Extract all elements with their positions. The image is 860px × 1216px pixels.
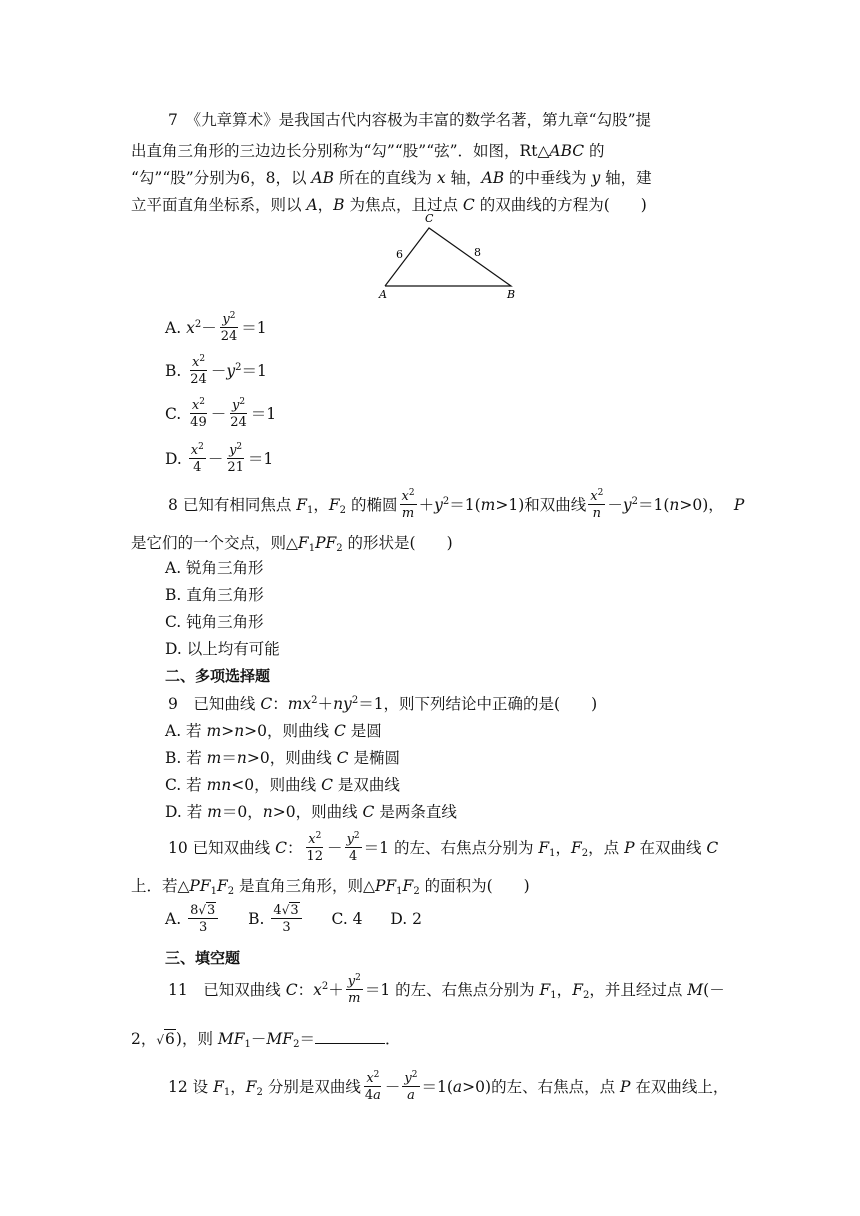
triangle-figure — [370, 210, 530, 305]
q7-line2: 出直角三角形的三边边长分别称为“勾”“股”“弦”．如图，Rt△ABC 的 — [131, 142, 605, 160]
q9-number: 9 — [168, 695, 178, 713]
q11-line1: 11 已知双曲线 C：$x^2+$ $\frac{y^2}{m}$ ＝1 的左、右焦点分别为 $F_1$，$F_2$，并且经过点 M(－ — [168, 973, 725, 1006]
q9-option-a: A. 若 m>n>0，则曲线 C 是圆 — [165, 722, 382, 740]
q10-option-a: A. $\frac{8√3}{3}$ — [165, 910, 220, 928]
q8-line2: 是它们的一个交点，则$\triangle F_1PF_2$ 的形状是( ) — [131, 534, 453, 554]
q8-line1: 8 已知有相同焦点 $F_1$，$F_2$ 的椭圆 $\frac{x^2}{m}$ $+y^2=1(m>1)$和双曲线 $\frac{x^2}{n}$ $-y^2=1(n>0)$， P — [168, 488, 745, 521]
vertex-label-b: B — [507, 288, 516, 301]
q8-option-d: D. 以上均有可能 — [165, 640, 280, 658]
q8-number: 8 — [168, 496, 178, 514]
q7-option-d: D. $\frac{x^2}{4}$ － $\frac{y^2}{21}$ ＝1 — [165, 442, 274, 475]
q10-line2: 上．若$\triangle PF_1F_2$ 是直角三角形，则$\triangle PF_1F_2$ 的面积为( ) — [131, 877, 530, 897]
q9-option-b: B. 若 m＝n>0，则曲线 C 是椭圆 — [165, 749, 400, 767]
q7-option-c: C. $\frac{x^2}{49}$ － $\frac{y^2}{24}$ ＝1 — [165, 397, 277, 430]
q10-options — [165, 902, 422, 936]
section-heading-fill-in: 三、填空题 — [165, 949, 241, 967]
q10-line1: 10 已知双曲线 C： $\frac{x^2}{12}$ － $\frac{y^2}{4}$ ＝1 的左、右焦点分别为 $F_1$，$F_2$，点 P 在双曲线 C — [168, 831, 719, 864]
q11-line2: 2，√6)，则 $MF_1-MF_2=$ ． — [131, 1030, 401, 1050]
q7-option-b: B. $\frac{x^2}{24}$ $-y^2=1$ — [165, 354, 267, 387]
q7-line1: 7 《九章算术》是我国古代内容极为丰富的数学名著，第九章“勾股”提 — [168, 111, 651, 129]
q10-option-b: B. $\frac{4√3}{3}$ — [248, 910, 303, 928]
q8-option-c: C. 钝角三角形 — [165, 613, 264, 631]
q12-number: 12 — [168, 1078, 188, 1096]
q11-number: 11 — [168, 981, 188, 999]
vertex-label-a: A — [379, 288, 387, 301]
q10-option-c: C. 4 — [331, 910, 363, 928]
q7-line3: “勾”“股”分别为6，8，以 AB 所在的直线为 x 轴，AB 的中垂线为 y 轴，建 — [131, 169, 652, 187]
q12-line1: 12 设 $F_1$，$F_2$ 分别是双曲线 $\frac{x^2}{4a}$ － $\frac{y^2}{a}$ ＝1(a>0)的左、右焦点，点 P 在双曲线上， — [168, 1070, 729, 1103]
q8-option-a: A. 锐角三角形 — [165, 559, 264, 577]
q7-number: 7 — [168, 111, 178, 129]
side-label-ac: 6 — [396, 248, 403, 261]
q10-option-d: D. 2 — [390, 910, 423, 928]
q7-option-a: A. $x^2-$ $\frac{y^2}{24}$ ＝1 — [165, 311, 267, 344]
q9-option-c: C. 若 mn<0，则曲线 C 是双曲线 — [165, 776, 400, 794]
section-heading-multiple-choice: 二、多项选择题 — [165, 667, 271, 685]
vertex-label-c: C — [425, 212, 434, 225]
answer-blank[interactable] — [315, 1029, 385, 1044]
q7-line4: 立平面直角坐标系，则以 A，B 为焦点，且过点 C 的双曲线的方程为( ) — [131, 196, 647, 214]
side-label-bc: 8 — [474, 246, 481, 259]
q9-option-d: D. 若 m＝0，n>0，则曲线 C 是两条直线 — [165, 803, 457, 821]
q9-stem: 9 已知曲线 C：$mx^2+ny^2=1$，则下列结论中正确的是( ) — [168, 695, 598, 713]
q10-number: 10 — [168, 839, 188, 857]
q8-option-b: B. 直角三角形 — [165, 586, 264, 604]
